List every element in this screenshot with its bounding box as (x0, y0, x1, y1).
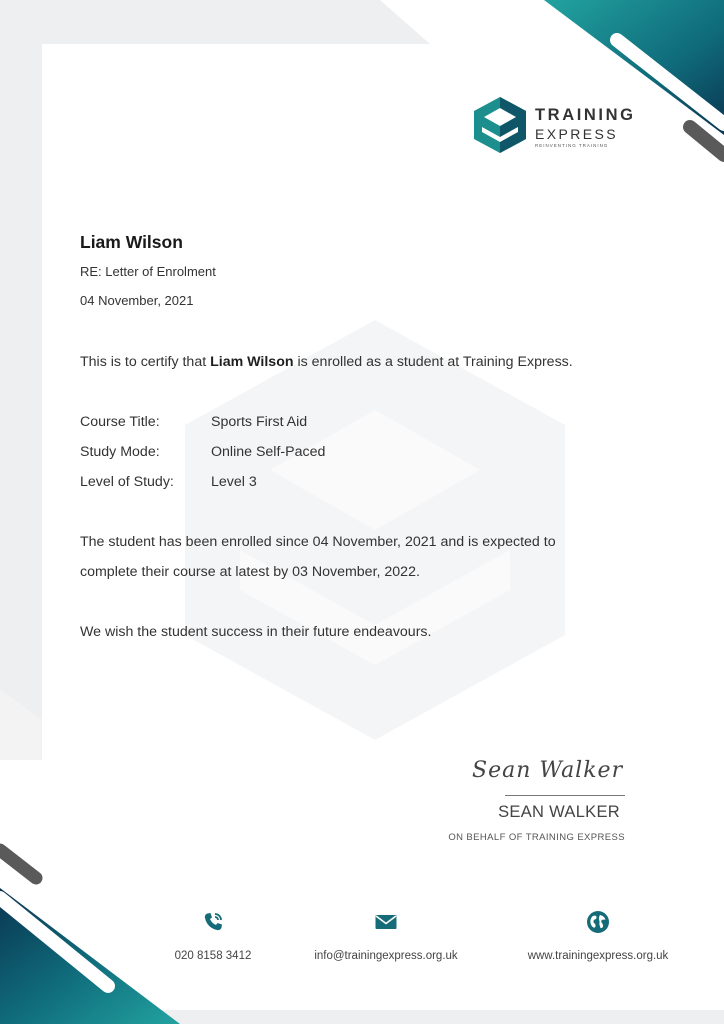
enrolment-period-line-2: complete their course at latest by 03 November, 2022. (80, 564, 420, 580)
phone-icon (201, 910, 225, 934)
signatory-role: ON BEHALF OF TRAINING EXPRESS (448, 832, 625, 843)
level-of-study-value: Level 3 (211, 474, 257, 490)
recipient-name: Liam Wilson (80, 232, 183, 252)
logo-tagline: REINVENTING TRAINING (535, 143, 609, 148)
signature-script: Sean Walker (472, 758, 624, 783)
certify-suffix: is enrolled as a student at Training Express. (293, 354, 573, 370)
contact-email (296, 910, 476, 962)
letter-date: 04 November, 2021 (80, 293, 194, 308)
certify-paragraph (80, 354, 573, 370)
study-mode-label: Study Mode: (80, 444, 160, 460)
course-title-label: Course Title: (80, 414, 160, 430)
certify-student-name: Liam Wilson (210, 354, 294, 370)
study-mode-value: Online Self-Paced (211, 444, 326, 460)
logo-line-express: EXPRESS (535, 126, 618, 142)
logo-line-training: TRAINING (535, 106, 636, 124)
watermark-logo-icon (180, 320, 570, 740)
certify-prefix: This is to certify that (80, 354, 211, 370)
envelope-icon (374, 910, 398, 934)
bottom-left-decoration (0, 840, 185, 1024)
level-of-study-label: Level of Study: (80, 474, 174, 490)
signature (468, 756, 628, 796)
training-express-logo (474, 97, 644, 155)
enrolment-period-line-1: The student has been enrolled since 04 November, 2021 and is expected to (80, 534, 556, 550)
phone-number[interactable]: 020 8158 3412 (174, 950, 252, 962)
course-title-value: Sports First Aid (211, 414, 308, 430)
contact-website (507, 910, 689, 962)
signature-divider (505, 795, 625, 796)
letter-subject: RE: Letter of Enrolment (80, 264, 216, 279)
top-right-decoration (540, 0, 724, 185)
closing-paragraph: We wish the student success in their future endeavours. (80, 624, 432, 640)
signatory-name: SEAN WALKER (498, 803, 620, 821)
globe-icon (586, 910, 610, 934)
contact-phone (163, 910, 263, 962)
website-url[interactable]: www.trainingexpress.org.uk (527, 950, 669, 962)
training-express-logo-icon (474, 97, 526, 153)
email-address[interactable]: info@trainingexpress.org.uk (314, 950, 458, 962)
